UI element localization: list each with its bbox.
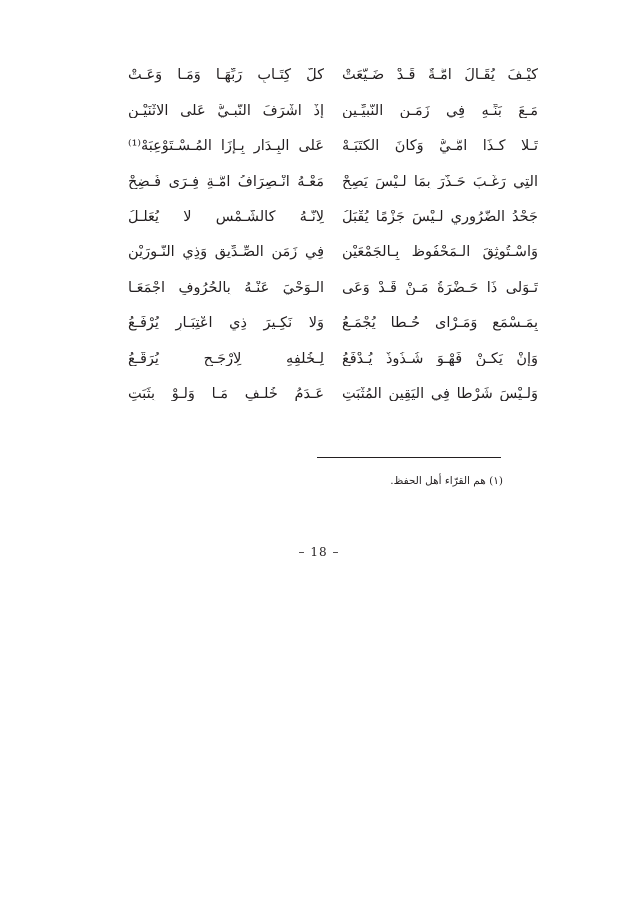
verse-first-hemistich: وَاسْـتُوثِقَ الْـمَحْفُوظُ بِـالْجَمْعَيْنِ <box>342 245 538 260</box>
verse-row <box>128 200 538 235</box>
footnote: (١) هم القرّاء أهل الحفظ. <box>390 475 503 487</box>
verse-row <box>128 377 538 412</box>
verse-second-hemistich: مَعْـهُ انْـصِرَافُ أُمَّـةٍ فِـرَى فُـضِحْ <box>128 174 324 190</box>
verse-first-hemistich: وَلَـيْسَ شَرْطًا فِي الْيَقِينِ الْمُثْبَتِ <box>342 386 538 402</box>
poem-verses <box>128 58 538 412</box>
verse-row <box>128 270 538 305</box>
verse-first-hemistich: مَـعَ بَنِّـهِ فِي زَمَـنِ النَّبِيِّـينِ <box>342 103 538 119</box>
verse-second-hemistich: الْـوَحْيَ عَنْـهُ بِالْحُرُوفِ أَجْمَعَـا <box>128 280 324 296</box>
verse-row <box>128 164 538 199</box>
verse-second-hemistich: لِأَنَّـهُ كَالشَّـمْسِ لَا يُعَلَّـلُ <box>128 210 324 225</box>
verse-second-hemistich: وَلَا نَكِـيرَ ذِي اعْتِبَـارٍ يُرْفَـعُ <box>128 316 324 331</box>
verse-second-hemistich: لِـخُلْفِهِ لِأَرْجَـحٍ يُرَقَّـعُ <box>128 351 324 367</box>
verse-first-hemistich: تَـلَا كَـذَا أُمَّـيٌّ وَكَانَ الْكَتَبَـهْ <box>342 139 538 154</box>
verse-first-hemistich: اَلَّتِي رَغَّـبَ حَـذَّرَ بِمَا لَـيْسَ يَصِحْ <box>342 174 538 190</box>
verse-second-hemistich: عَلَى الْبِـدَارِ بِـإِزَا الْمُـسْـتَوْعِبَهْ⁽¹⁾ <box>128 139 324 154</box>
verse-second-hemistich: عَـدَمُ خُلْـفٍ مَـا وَلَـوْ بِثَبَتِ <box>128 386 324 402</box>
verse-row <box>128 341 538 376</box>
verse-row <box>128 93 538 128</box>
verse-row <box>128 129 538 164</box>
footnote-separator-rule <box>317 457 501 458</box>
verse-first-hemistich: تَـوَلَّى ذَا حَـضْرَةُ مَـنْ قَـدْ وَعَى <box>342 280 538 296</box>
verse-first-hemistich: وَإِنْ يَكُـنْ فَهْـوَ شُـذُوذٌ يُـدْفَعُ <box>342 351 538 367</box>
verse-row <box>128 58 538 93</box>
verse-second-hemistich: فِي زَمَنِ الصِّـدِّيقِ وَذِي النُّـورَيْنِ <box>128 245 324 260</box>
page-number: – 18 – <box>298 545 340 559</box>
verse-row <box>128 306 538 341</box>
verse-first-hemistich: جَحْدُ الضَّرُورِي لَـيْسَ جَزْمًا يُقْبَلُ <box>342 210 538 225</box>
verse-second-hemistich: إِذْ أَشْرَفَ النَّبِـيُّ عَلَى الاثْنَيْـنِ <box>128 103 324 119</box>
verse-first-hemistich: بِمَـسْمَعٍ وَمَـرْأًى حُـطًّا يُجْمَـعُ <box>342 316 538 331</box>
verse-row <box>128 235 538 270</box>
verse-second-hemistich: كُلَّ كِتَـابِ رَبِّهَـا وَمَـا وَعَـتْ <box>128 68 324 83</box>
verse-first-hemistich: كَيْـفَ يُقَـالُ أُمَّـةٌ قَـدْ ضَـيَّعَتْ <box>342 68 538 83</box>
